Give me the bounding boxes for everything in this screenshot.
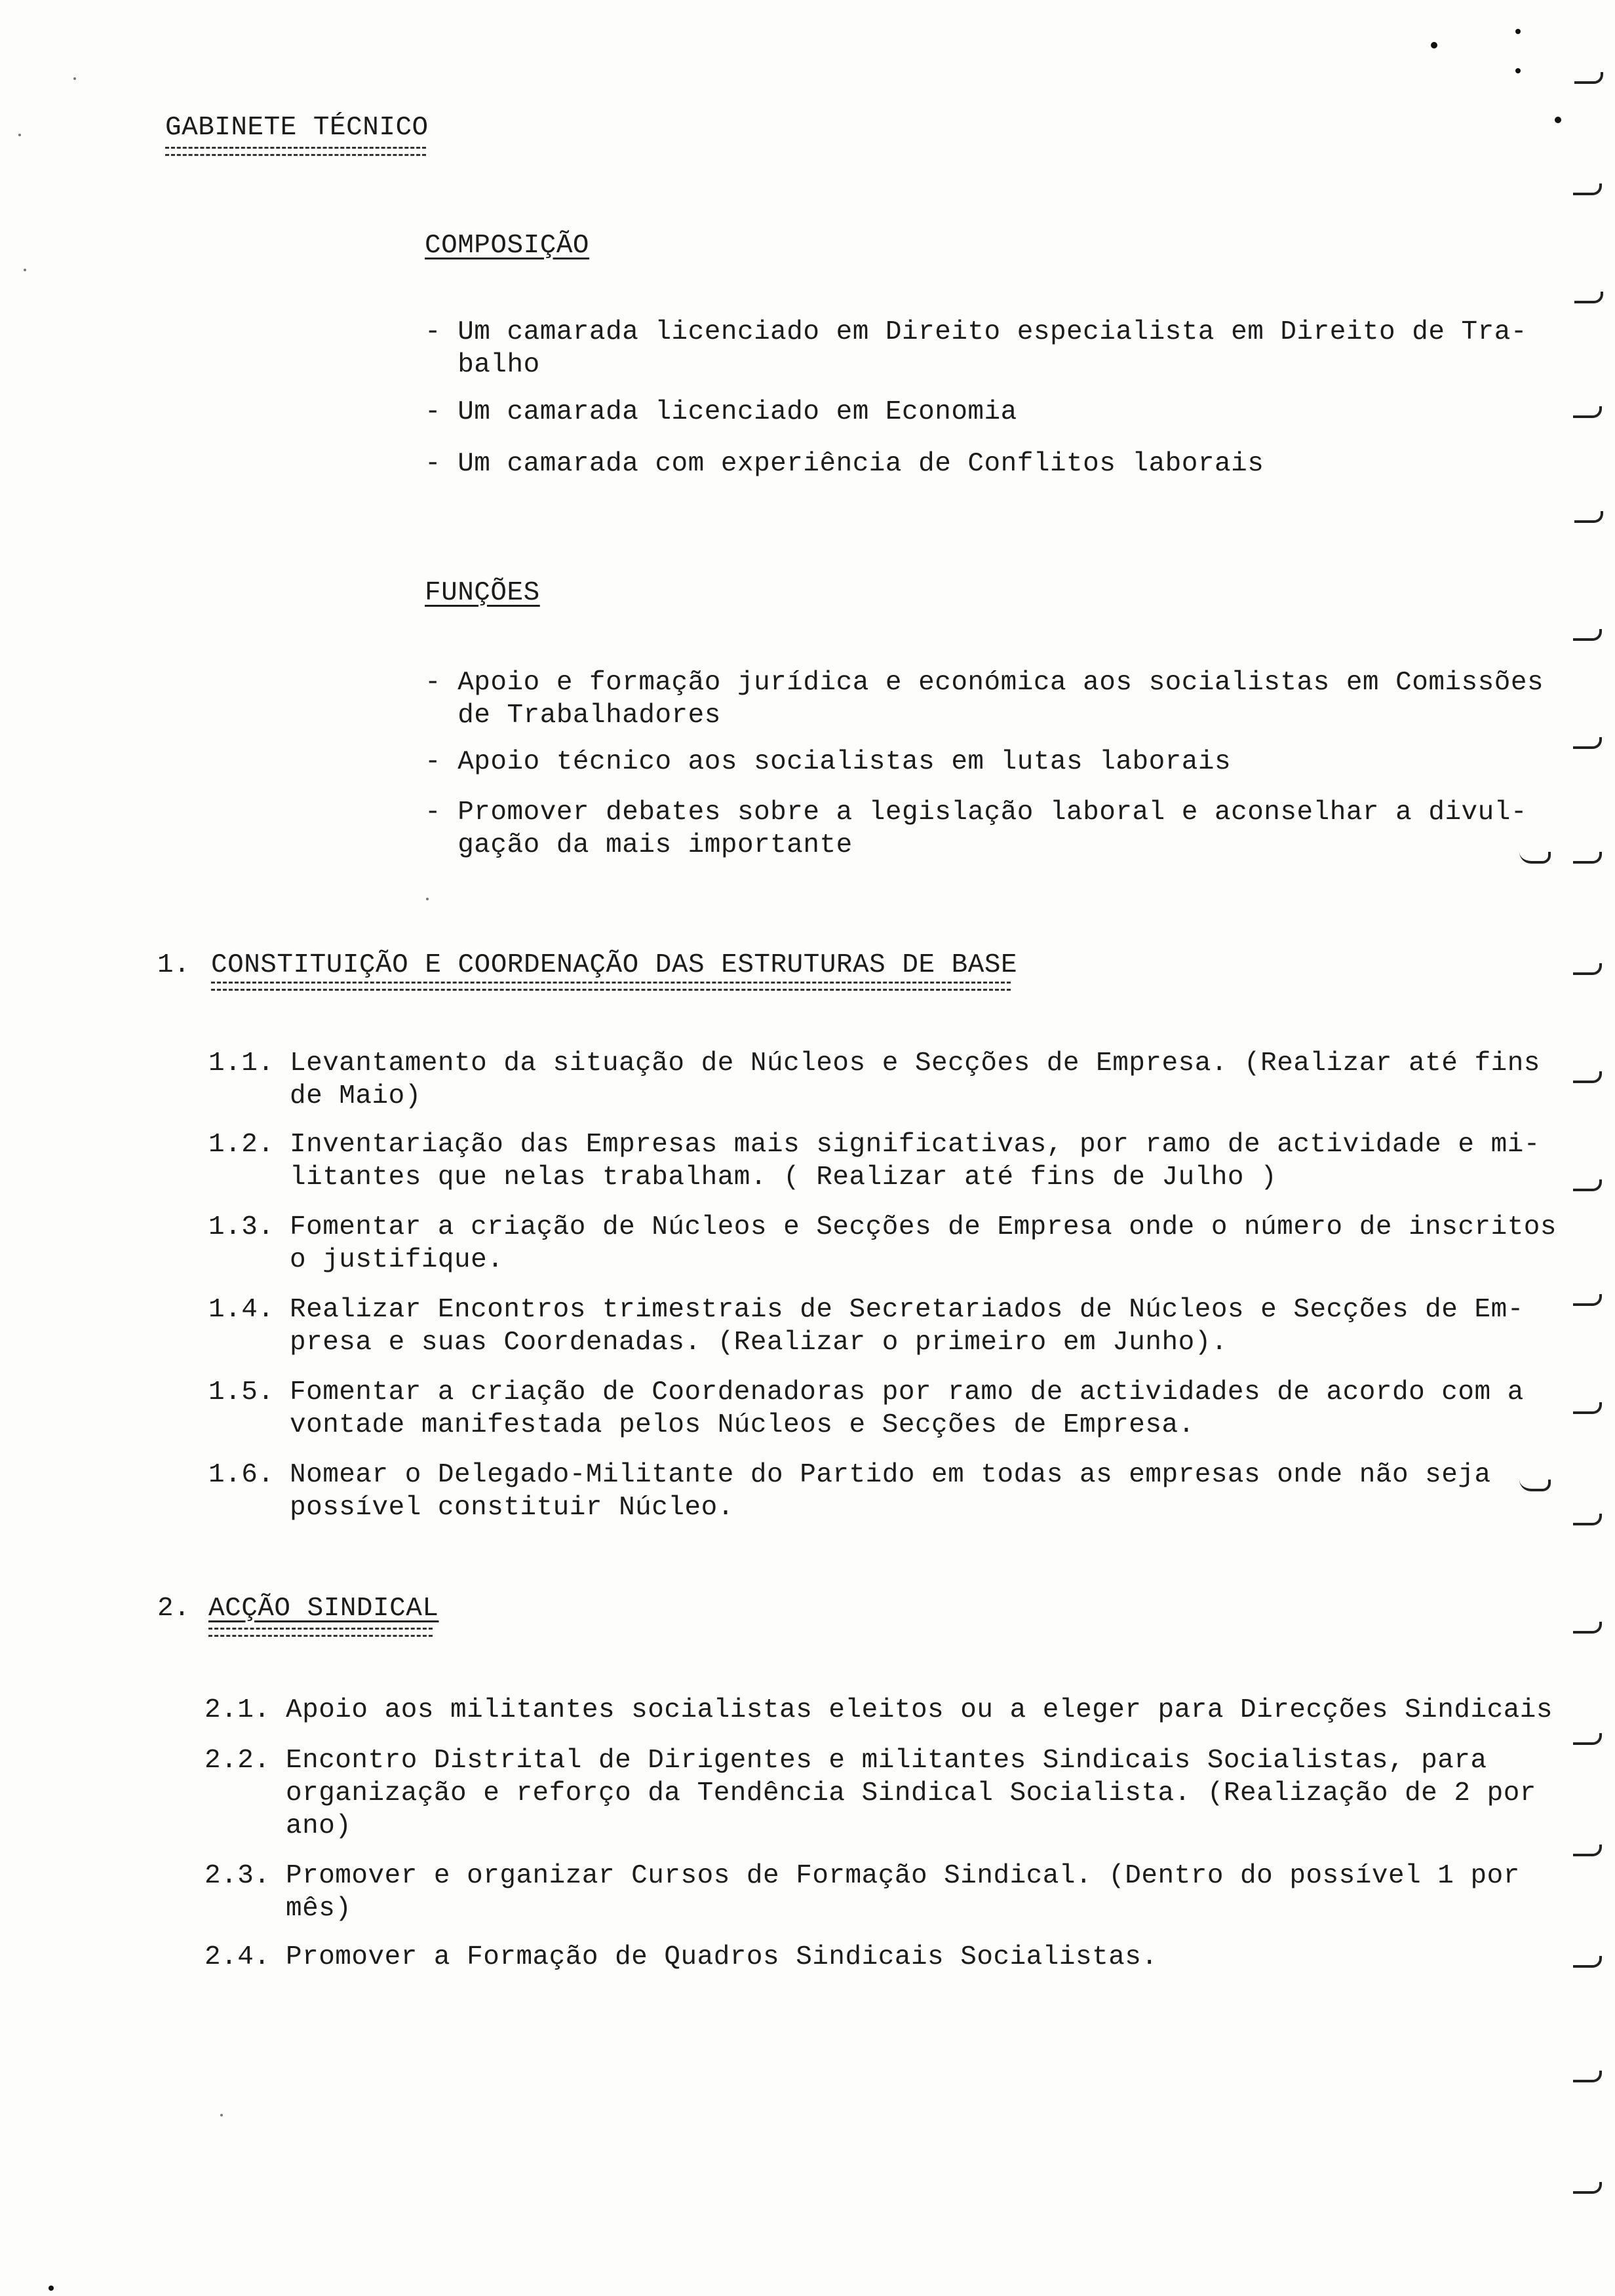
section1-item [208,1128,1546,1200]
margin-tick-mark [1573,1294,1602,1306]
margin-tick-mark [1573,963,1602,975]
section1-item [208,1047,1546,1119]
scan-dot [1555,117,1561,123]
margin-tick-mark [1573,1845,1602,1856]
item-text: Apoio aos militantes socialistas eleitos ou a eleger para Direcções Sindicais [286,1695,1553,1725]
section1-heading: CONSTITUIÇÃO E COORDENAÇÃO DAS ESTRUTURAS DE BASE [211,950,1018,980]
scan-dot [1515,68,1521,73]
funcoes-heading: FUNÇÕES [425,578,540,608]
margin-tick-mark [1573,406,1602,418]
item-text: Encontro Distrital de Dirigentes e militantes Sindicais Socialistas, para organização e reforço da Tendência Sindical Socialista. (Realização de 2 por ano) [286,1746,1536,1841]
item-number: 1.4. [208,1295,275,1325]
item-text: Nomear o Delegado-Militante do Partido em todas as empresas onde não seja possível constituir Núcleo. [290,1460,1491,1523]
scan-speck [220,2114,223,2116]
margin-tick-mark [1573,1956,1602,1968]
margin-tick-mark [1574,72,1603,84]
section1-item [208,1376,1546,1448]
item-text: Promover e organizar Cursos de Formação Sindical. (Dentro do possível 1 por mês) [286,1861,1520,1924]
section1-double-underline [211,982,1011,991]
composicao-heading: COMPOSIÇÃO [425,231,590,261]
section1-item [208,1293,1546,1366]
margin-tick-mark [1573,852,1602,864]
section1-item [208,1211,1557,1283]
item-text: Levantamento da situação de Núcleos e Secções de Empresa. (Realizar até fins de Maio) [290,1048,1540,1111]
margin-tick-mark [1573,2071,1602,2082]
margin-tick-mark [1573,183,1602,195]
composicao-item-1: - Um camarada licenciado em Direito especialista em Direito de Tra- balho [425,317,1527,380]
item-number: 1.2. [208,1130,275,1160]
section2-heading: ACÇÃO SINDICAL [208,1594,439,1624]
scan-speck [18,134,21,136]
funcoes-item-3: - Promover debates sobre a legislação laboral e aconselhar a divul- gação da mais importante [425,797,1527,860]
margin-tick-mark [1573,1402,1602,1414]
item-number: 1.5. [208,1377,275,1407]
section1-number: 1. [157,950,191,980]
scan-dot [1515,29,1521,34]
item-number: 2.2. [204,1746,271,1776]
scan-speck [426,898,429,900]
document-title: GABINETE TÉCNICO [165,113,429,143]
section2-number: 2. [157,1594,191,1624]
item-number: 1.6. [208,1460,275,1490]
title-double-underline [165,147,426,156]
item-text: Realizar Encontros trimestrais de Secretariados de Núcleos e Secções de Em- presa e suas Coordenadas. (Realizar o primeiro em Junho). [290,1295,1524,1358]
item-text: Inventariação das Empresas mais significativas, por ramo de actividade e mi- litantes que nelas trabalham. ( Realizar até fins de Julho ) [290,1130,1540,1193]
margin-tick-mark [1573,629,1602,641]
scan-speck [73,77,76,80]
item-number: 2.1. [204,1695,271,1725]
composicao-item-3: - Um camarada com experiência de Conflitos laborais [425,449,1264,479]
item-number: 2.4. [204,1942,271,1972]
section2-item [204,1941,1548,1980]
item-number: 2.3. [204,1861,271,1891]
funcoes-item-2: - Apoio técnico aos socialistas em lutas laborais [425,747,1232,777]
composicao-item-2: - Um camarada licenciado em Economia [425,397,1017,427]
section1-item [208,1459,1546,1531]
margin-tick-mark [1574,292,1603,303]
section2-double-underline [208,1628,433,1637]
scan-dot [49,2286,54,2291]
margin-tick-mark [1574,511,1603,523]
funcoes-item-1: - Apoio e formação jurídica e económica aos socialistas em Comissões de Trabalhadores [425,668,1544,731]
item-number: 1.3. [208,1212,275,1242]
section2-item [204,1860,1548,1932]
margin-tick-mark [1573,1733,1602,1745]
scan-dot [1431,42,1437,48]
item-text: Promover a Formação de Quadros Sindicais Socialistas. [286,1942,1158,1972]
section2-item [204,1744,1548,1849]
item-text: Fomentar a criação de Coordenadoras por ramo de actividades de acordo com a vontade manifestada pelos Núcleos e Secções de Empresa. [290,1377,1524,1440]
scan-speck [24,269,26,271]
margin-tick-mark [1573,737,1602,749]
margin-tick-mark [1573,1179,1602,1191]
section2-item [204,1694,1553,1733]
margin-tick-mark [1573,1514,1602,1525]
margin-tick-mark [1573,2182,1602,2194]
margin-tick-mark [1573,1071,1602,1083]
margin-tick-mark [1573,1622,1602,1634]
item-text: Fomentar a criação de Núcleos e Secções de Empresa onde o número de inscritos o justifique. [290,1212,1557,1275]
margin-curve-mark [1519,852,1551,864]
item-number: 1.1. [208,1048,275,1079]
